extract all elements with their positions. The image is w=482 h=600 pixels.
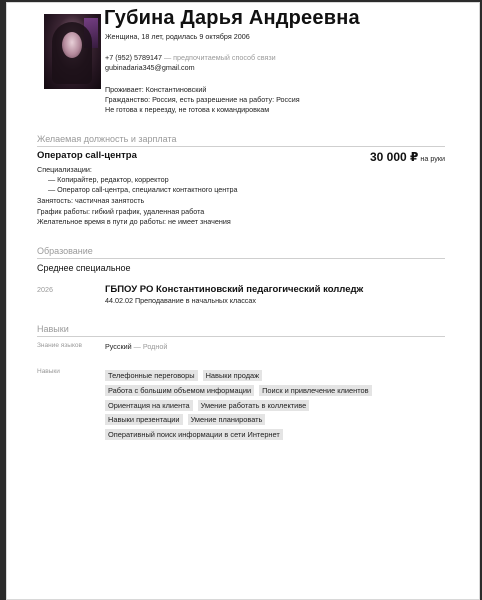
language-level: — Родной [131, 342, 168, 351]
skills-tag-row [105, 424, 288, 442]
travel-time: Желательное время в пути до работы: не имеет значения [37, 217, 231, 226]
citizenship: Гражданство: Россия, есть разрешение на работу: Россия [105, 95, 300, 104]
position-title: Оператор call-центра [37, 150, 137, 161]
skill-tag: Оперативный поиск информации в сети Интернет [105, 429, 283, 440]
position-section-title: Желаемая должность и зарплата [37, 134, 177, 144]
salary-amount: 30 000 ₽ [369, 150, 419, 164]
specialization-item: — Оператор call-центра, специалист контактного центра [48, 185, 238, 194]
skills-divider [37, 336, 445, 337]
skills-label: Навыки [37, 368, 60, 375]
relocation: Не готова к переезду, не готова к командировкам [105, 105, 270, 114]
contact-phone-line [105, 53, 276, 62]
skill-tag: Умение планировать [188, 414, 266, 425]
skill-tag: Поиск и привлечение клиентов [259, 385, 372, 396]
employment-type: Занятость: частичная занятость [37, 196, 145, 205]
education-section-title: Образование [37, 246, 93, 256]
salary-note: на руки [418, 154, 445, 163]
education-level: Среднее специальное [37, 263, 131, 273]
education-speciality: 44.02.02 Преподавание в начальных классах [105, 296, 256, 305]
candidate-name: Губина Дарья Андреевна [104, 7, 360, 29]
residence: Проживает: Константиновский [105, 85, 207, 94]
education-institution: ГБПОУ РО Константиновский педагогический колледж [105, 284, 364, 295]
skill-tag: Навыки презентации [105, 414, 183, 425]
candidate-meta: Женщина, 18 лет, родилась 9 октября 2006 [105, 32, 250, 41]
profile-photo [44, 14, 101, 89]
contact-phone-note: — предпочитаемый способ связи [161, 53, 276, 62]
skill-tag: Умение работать в коллективе [198, 400, 310, 411]
specialization-item: — Копирайтер, редактор, корректор [48, 175, 169, 184]
skills-section-title: Навыки [37, 324, 69, 334]
work-schedule: График работы: гибкий график, удаленная работа [37, 207, 205, 216]
skill-tag: Телефонные переговоры [105, 370, 198, 381]
education-year: 2026 [37, 285, 53, 294]
language-line [105, 342, 167, 351]
skill-tag: Навыки продаж [203, 370, 263, 381]
photo-face [62, 32, 82, 58]
salary-block [370, 148, 445, 166]
contact-phone[interactable]: +7 (952) 5789147 [105, 53, 162, 62]
specializations-label: Специализации: [37, 165, 92, 174]
education-divider [37, 258, 445, 259]
skill-tag: Работа с большим объемом информации [105, 385, 254, 396]
languages-label: Знание языков [37, 342, 82, 349]
language-name: Русский [105, 342, 132, 351]
position-divider [37, 146, 445, 147]
skill-tag: Ориентация на клиента [105, 400, 193, 411]
contact-email[interactable]: gubinadaria345@gmail.com [105, 63, 195, 72]
